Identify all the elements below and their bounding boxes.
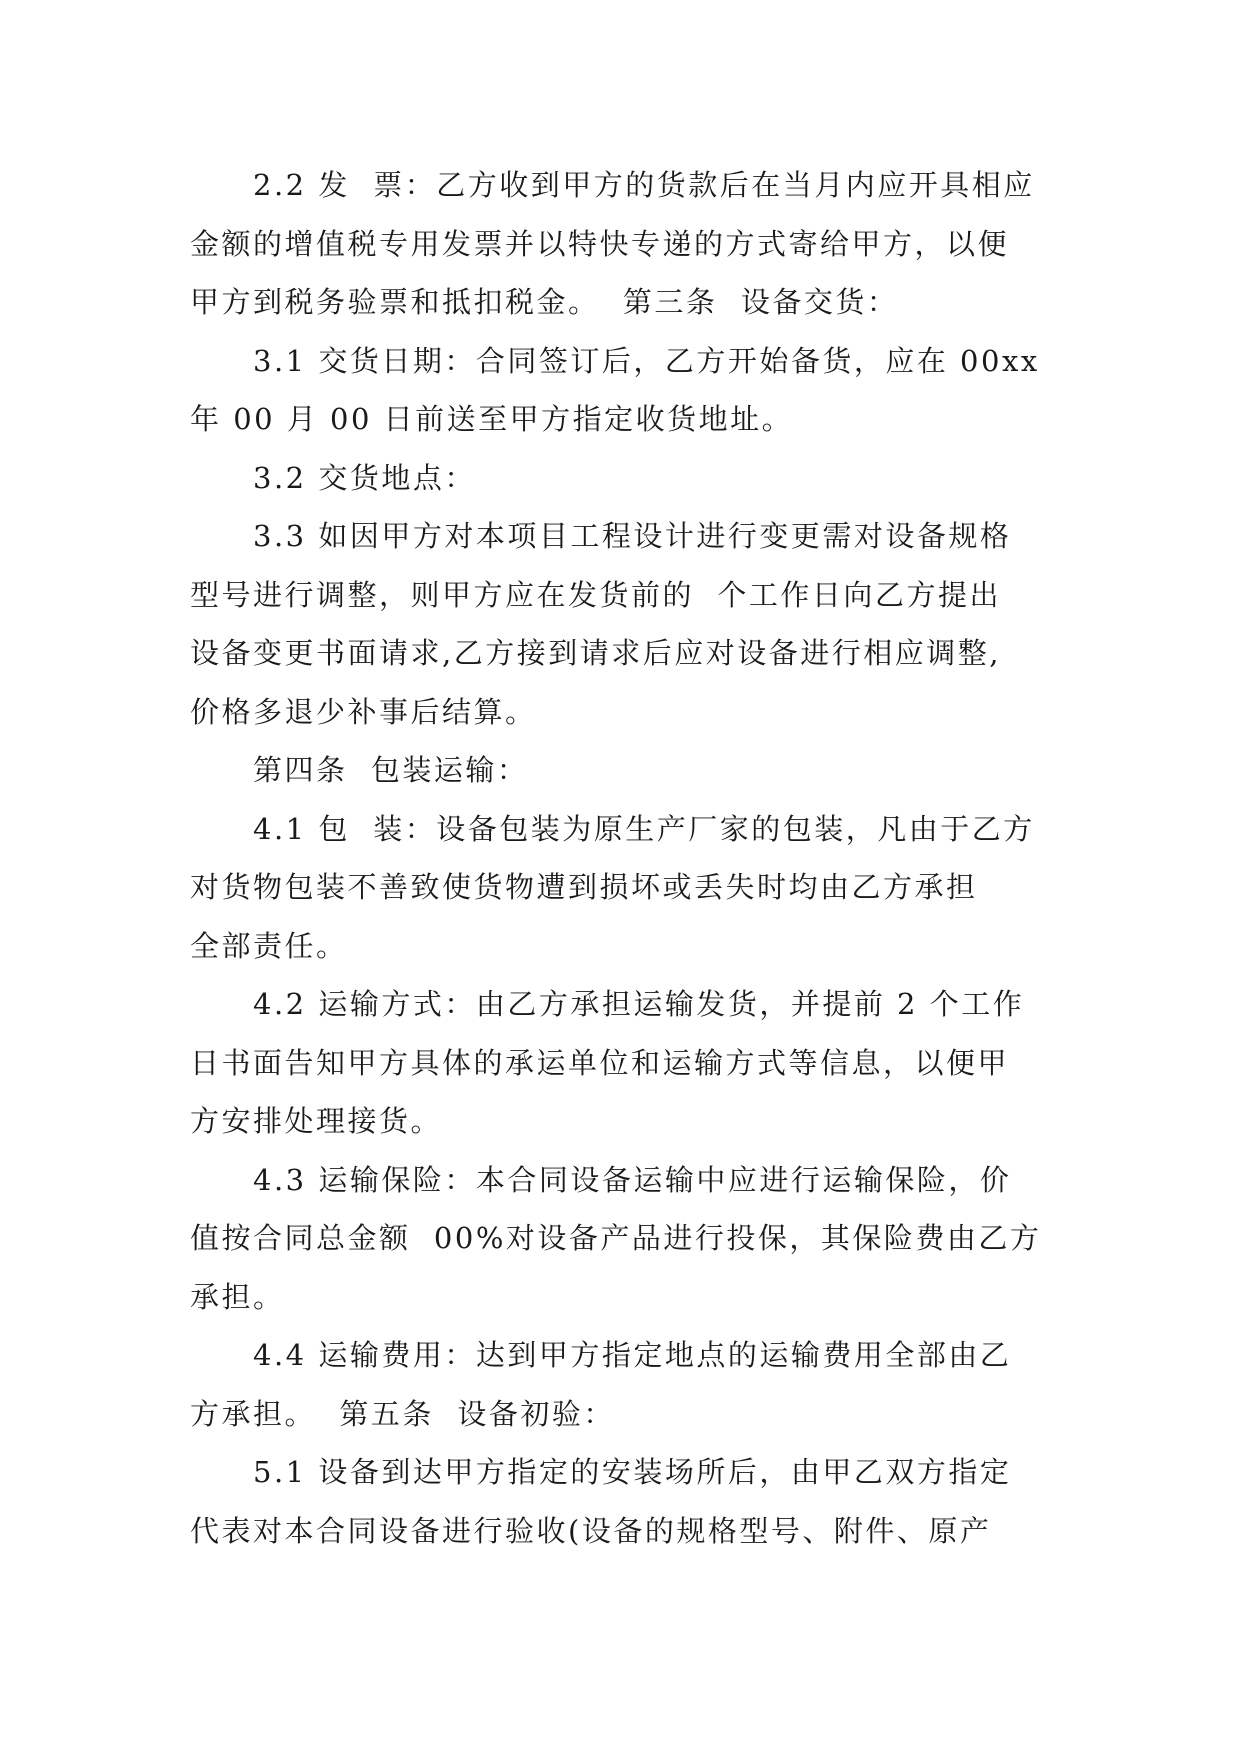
text-line: 3.2 交货地点： bbox=[253, 460, 476, 495]
text-line: 5.1 设备到达甲方指定的安装场所后，由甲乙双方指定 bbox=[253, 1455, 1012, 1489]
text-line: 4.4 运输费用：达到甲方指定地点的运输费用全部由乙 bbox=[253, 1338, 1012, 1372]
text-line: 设备变更书面请求,乙方接到请求后应对设备进行相应调整, bbox=[190, 636, 1001, 670]
text-line: 4.3 运输保险：本合同设备运输中应进行运输保险，价 bbox=[253, 1162, 1012, 1197]
text-line: 价格多退少补事后结算。 bbox=[190, 694, 537, 729]
text-line: 全部责任。 bbox=[190, 928, 348, 963]
text-line: 4.2 运输方式：由乙方承担运输发货，并提前 2 个工作 bbox=[253, 987, 1025, 1021]
text-line: 金额的增值税专用发票并以特快专递的方式寄给甲方，以便 bbox=[190, 226, 1010, 261]
section-heading: 第四条 包装运输： bbox=[253, 753, 529, 787]
text-line: 方安排处理接货。 bbox=[190, 1104, 443, 1138]
text-line: 2.2 发 票：乙方收到甲方的货款后在当月内应开具相应 bbox=[253, 168, 1035, 202]
text-line: 对货物包装不善致使货物遭到损坏或丢失时均由乙方承担 bbox=[190, 870, 978, 904]
text-line: 年 00 月 00 日前送至甲方指定收货地址。 bbox=[190, 402, 794, 436]
text-line: 日书面告知甲方具体的承运单位和运输方式等信息，以便甲 bbox=[190, 1045, 1010, 1080]
text-line: 代表对本合同设备进行验收(设备的规格型号、附件、原产 bbox=[190, 1513, 992, 1548]
text-line: 方承担。 第五条 设备初验： bbox=[190, 1396, 615, 1431]
text-line: 3.3 如因甲方对本项目工程设计进行变更需对设备规格 bbox=[253, 519, 1012, 553]
text-line: 型号进行调整，则甲方应在发货前的 个工作日向乙方提出 bbox=[190, 577, 1001, 612]
text-line: 甲方到税务验票和抵扣税金。 第三条 设备交货： bbox=[190, 285, 899, 319]
text-line: 3.1 交货日期：合同签订后，乙方开始备货，应在 00xx bbox=[253, 343, 1040, 378]
text-line: 承担。 bbox=[190, 1279, 285, 1314]
text-line: 4.1 包 装：设备包装为原生产厂家的包装，凡由于乙方 bbox=[253, 811, 1035, 846]
document-body bbox=[190, 156, 1052, 1560]
text-line: 值按合同总金额 00%对设备产品进行投保，其保险费由乙方 bbox=[190, 1221, 1042, 1255]
